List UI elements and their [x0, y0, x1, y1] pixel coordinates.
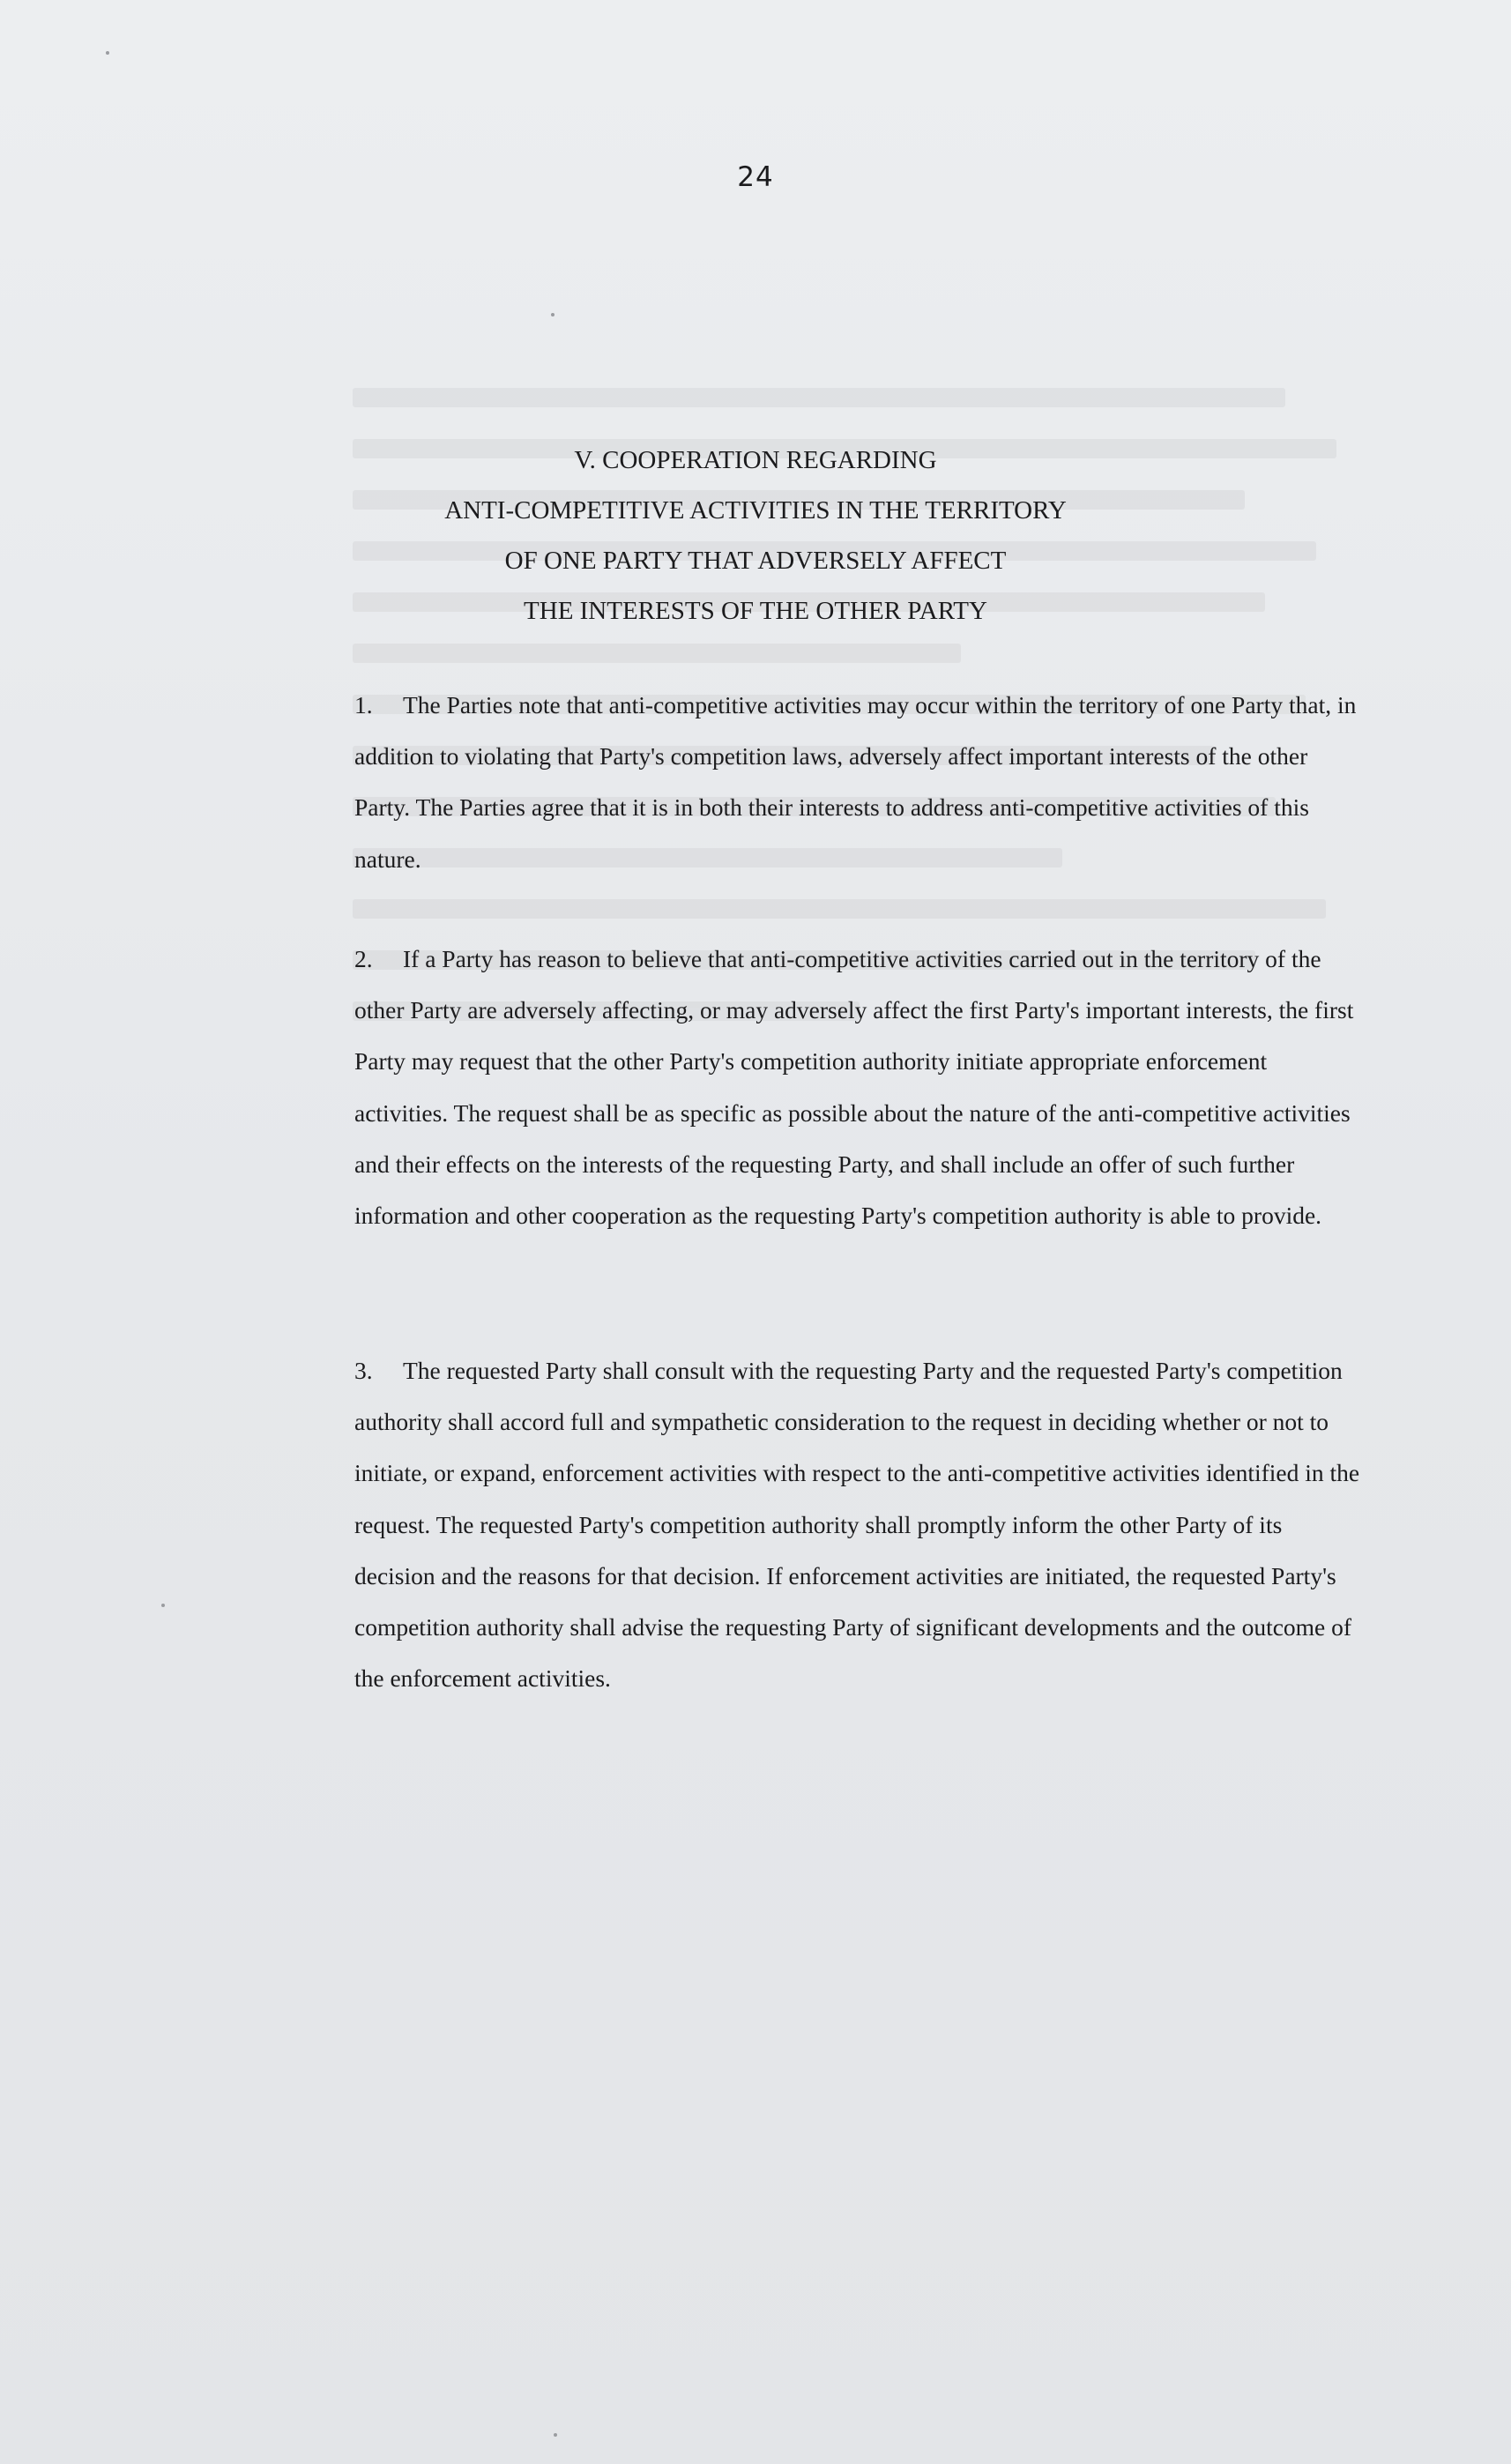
paper-speck: [106, 51, 109, 55]
paper-speck: [554, 2433, 557, 2437]
paragraph-number: 2.: [354, 945, 373, 972]
paragraph-2: [354, 934, 1364, 1241]
section-heading: [0, 435, 1511, 636]
paragraph-text: The requested Party shall consult with the requesting Party and the requested Party's competition authority shall accord full and sympathetic consideration to the request in deciding whether or not to initiate, or expand, enforcement activities with respect to the anti-competitive activities identified in the request. The requested Party's competition authority shall promptly inform the other Party of its decision and the reasons for that decision. If enforcement activities are initiated, the requested Party's competition authority shall advise the requesting Party of significant developments and the outcome of the enforcement activities.: [354, 1357, 1360, 1693]
paragraph-3: [354, 1345, 1364, 1704]
page-number: 24: [737, 161, 774, 193]
paper-speck: [551, 313, 555, 316]
paragraph-text: The Parties note that anti-competitive activities may occur within the territory of one Party that, in addition to violating that Party's competition laws, adversely affect important interests of the other Party. The Parties agree that it is in both their interests to address anti-competitive activities of this nature.: [354, 691, 1357, 873]
paragraph-1: [354, 680, 1364, 885]
heading-line: OF ONE PARTY THAT ADVERSELY AFFECT: [504, 547, 1007, 575]
paragraph-number: 1.: [354, 691, 373, 718]
heading-line: ANTI-COMPETITIVE ACTIVITIES IN THE TERRITORY: [444, 496, 1067, 525]
heading-line: V. COOPERATION REGARDING: [574, 446, 937, 474]
paragraph-text: If a Party has reason to believe that anti-competitive activities carried out in the territory of the other Party are adversely affecting, or may adversely affect the first Party's important interests, the first Party may request that the other Party's competition authority initiate appropriate enforcement activities. The request shall be as specific as possible about the nature of the anti-competitive activities and their effects on the interests of the requesting Party, and shall include an offer of such further information and other cooperation as the requesting Party's competition authority is able to provide.: [354, 945, 1354, 1230]
heading-line: THE INTERESTS OF THE OTHER PARTY: [524, 597, 987, 625]
paper-speck: [161, 1604, 165, 1607]
paragraph-number: 3.: [354, 1357, 373, 1384]
